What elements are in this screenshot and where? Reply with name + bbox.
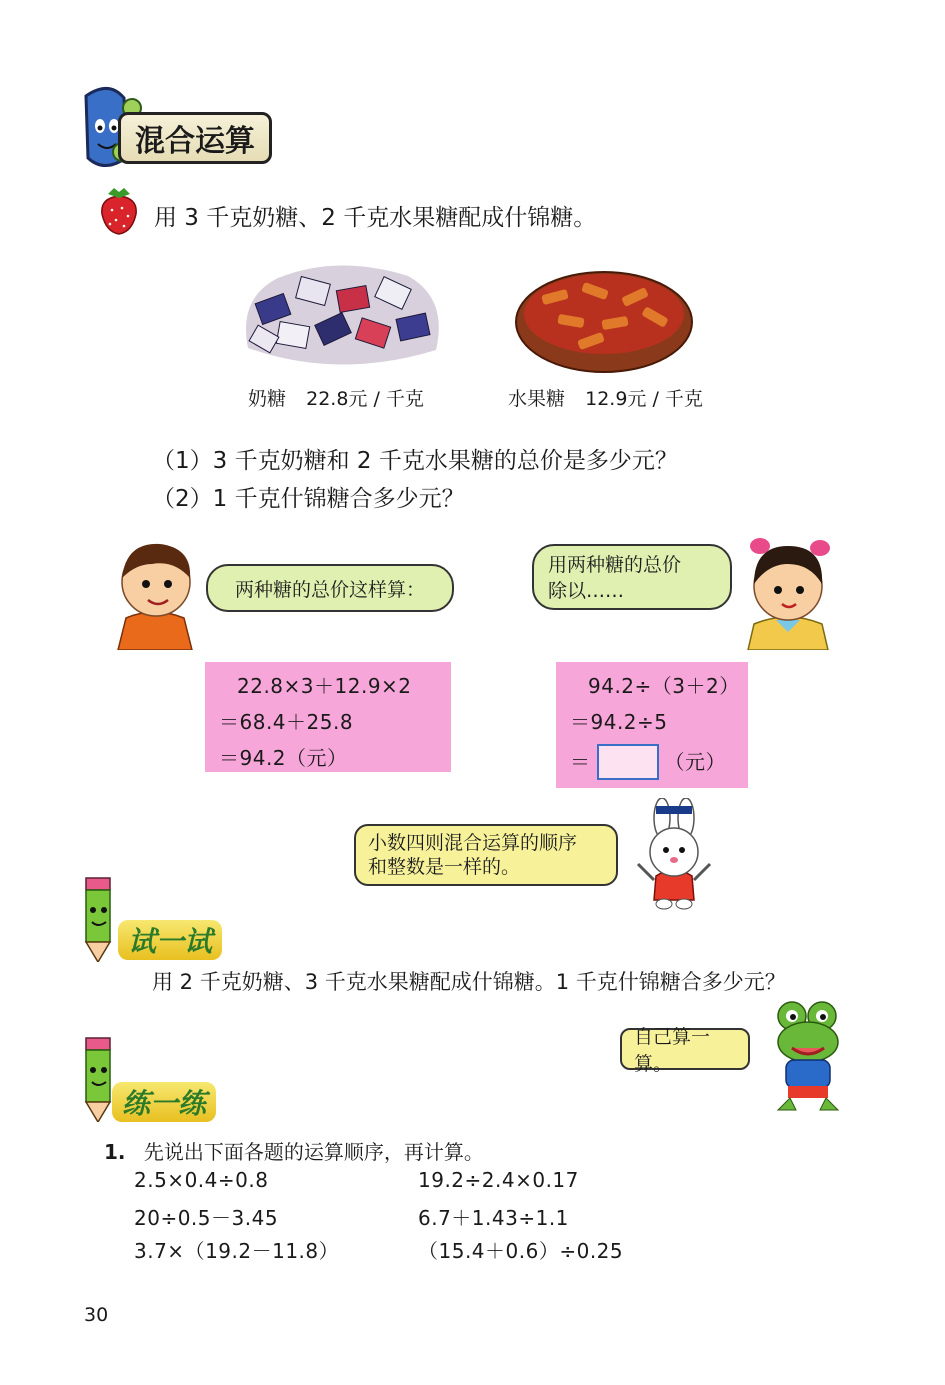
practice-label: 练一练 <box>112 1082 216 1122</box>
section-title-box <box>118 112 272 164</box>
try-label: 试一试 <box>118 920 222 960</box>
answer-blank-box[interactable] <box>597 744 659 780</box>
rabbit-speech-line-1: 小数四则混合运算的顺序 <box>368 832 578 854</box>
exercise-2a: 20÷0.5－3.45 <box>134 1206 279 1230</box>
exercise-3b: （15.4＋0.6）÷0.25 <box>418 1239 624 1263</box>
girl-speech-bubble <box>532 544 732 610</box>
problem-intro: 用 3 千克奶糖、2 千克水果糖配成什锦糖。 <box>154 205 597 231</box>
left-calc-line-3: ＝94.2（元） <box>219 746 348 770</box>
section-title: 混合运算 <box>135 124 255 159</box>
girl-speech-line-2: 除以…… <box>548 580 625 602</box>
boy-speech-text: 两种糖的总价这样算： <box>234 578 425 601</box>
boy-avatar <box>112 532 196 650</box>
pencil-mascot-icon <box>74 876 124 962</box>
right-calc-line-1: 94.2÷（3＋2） <box>588 674 740 698</box>
page-number: 30 <box>84 1304 109 1326</box>
right-calc-line-3 <box>570 744 734 780</box>
milk-candy-price: 22.8元 / 千克 <box>306 388 424 410</box>
rabbit-speech-line-2: 和整数是一样的。 <box>368 856 521 878</box>
exercise-1b: 19.2÷2.4×0.17 <box>418 1168 579 1192</box>
milk-candy-name: 奶糖 <box>248 388 287 410</box>
fruit-candy-image <box>512 262 696 376</box>
milk-candy-image <box>238 258 444 378</box>
right-calc-eq: ＝ <box>570 750 591 774</box>
girl-avatar <box>740 528 836 650</box>
try-problem-text: 用 2 千克奶糖、3 千克水果糖配成什锦糖。1 千克什锦糖合多少元？ <box>152 970 786 994</box>
fruit-candy-name: 水果糖 <box>508 388 566 410</box>
milk-candy-caption <box>248 384 424 411</box>
boy-speech-bubble <box>206 564 454 612</box>
fruit-candy-price: 12.9元 / 千克 <box>585 388 703 410</box>
frog-speech-text: 自己算一算。 <box>634 1026 711 1075</box>
girl-speech-line-1: 用两种糖的总价 <box>548 554 682 576</box>
practice-instruction-row <box>104 1136 484 1165</box>
right-calculation-box <box>556 662 748 788</box>
exercise-2b: 6.7＋1.43÷1.1 <box>418 1206 569 1230</box>
rabbit-speech-bubble <box>354 824 618 886</box>
fruit-candy-caption <box>508 384 703 411</box>
practice-instruction: 先说出下面各题的运算顺序，再计算。 <box>143 1140 484 1164</box>
exercise-3a: 3.7×（19.2－11.8） <box>134 1239 340 1263</box>
exercise-1a: 2.5×0.4÷0.8 <box>134 1168 269 1192</box>
left-calc-line-2: ＝68.4＋25.8 <box>219 710 354 734</box>
rabbit-mascot <box>632 798 716 910</box>
practice-number: 1. <box>104 1140 126 1164</box>
question-2: （2）1 千克什锦糖合多少元？ <box>152 486 465 512</box>
left-calculation-box <box>205 662 451 772</box>
left-calc-line-1: 22.8×3＋12.9×2 <box>237 674 412 698</box>
right-calc-line-2: ＝94.2÷5 <box>570 710 668 734</box>
frog-mascot <box>770 998 846 1114</box>
strawberry-icon <box>98 184 140 236</box>
right-calc-unit: （元） <box>664 750 726 774</box>
question-1: （1）3 千克奶糖和 2 千克水果糖的总价是多少元？ <box>152 448 678 474</box>
frog-speech-bubble <box>620 1026 750 1075</box>
